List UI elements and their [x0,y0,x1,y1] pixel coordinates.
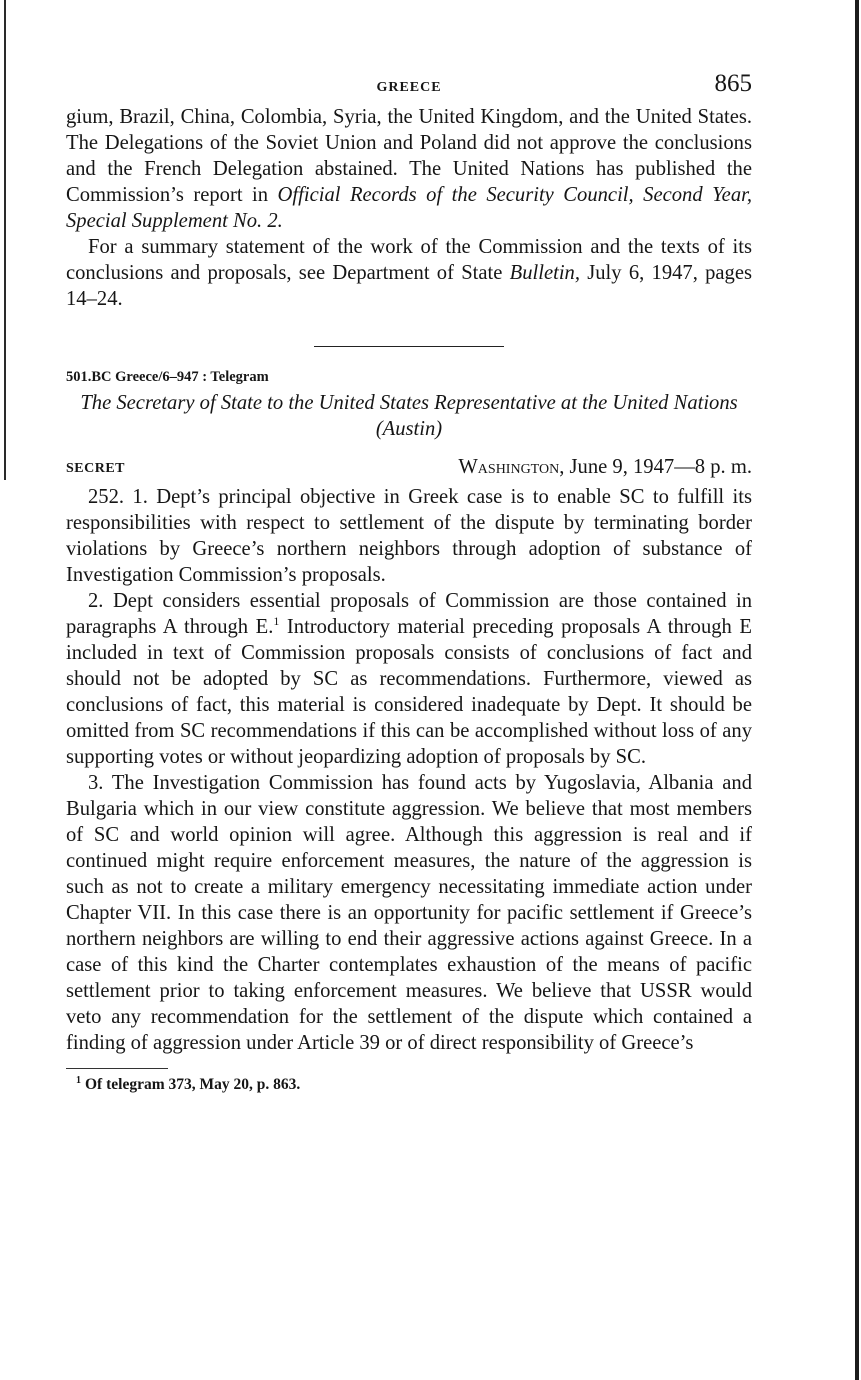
telegram-paragraph-3: 3. The Investigation Commission has found acts by Yugoslavia, Albania and Bulgaria which in our view constitute aggression. We believe that most members of SC and world opinion will agree. Although this aggression is real and if continued might require enforcement measures, the nature of the aggression is such as not to create a military emergency necessitating immediate action under Chapter VII. In this case there is an opportunity for pacific settlement if Greece’s northern neighbors are willing to end their aggressive actions against Greece. In a case of this kind the Charter contemplates exhaustion of the means of pacific settlement prior to taking enforcement measures. We believe that USSR would veto any recommendation for the settlement of the dispute which contained a finding of aggression under Article 39 or of direct responsibility of Greece’s [66,772,752,1054]
place-date [458,456,752,479]
footnote-text: Of telegram 373, May 20, p. 863. [85,1076,301,1094]
footnote-divider [66,1068,168,1069]
running-head [66,70,752,104]
telegram-paragraph-2 [66,588,752,770]
intro-paragraph-2-text: For a summary statement of the work of the Commission and the texts of its conclusions and proposals, see Department of State [66,236,752,284]
telegram-paragraph-2-body: Introductory material preceding proposals A through E included in text of Commission proposals consists of conclusions of fact and should not be adopted by SC as recommendations. Furthermore, viewed as conclusions of fact, this material is considered inadequate by Dept. It should be omitted from SC recommendations if this can be accomplished without loss of any supporting votes or without jeopardizing adoption of proposals by SC. [66,616,752,768]
footnote-reference: 1 [273,614,280,629]
footnote [66,1075,752,1094]
intro-paragraph-2-tail: July 6, 1947, pages 14–24. [66,262,752,310]
page [66,70,752,1094]
place: Washington [458,456,560,478]
intro-paragraph-1-text: gium, Brazil, China, Colombia, Syria, the United Kingdom, and the United States. The Delegations of the Soviet Union and Poland did not approve the conclusions and the French Delegation abstained. The United Nations has published the Commission’s report in [66,106,752,206]
file-reference: 501.BC Greece/6–947 : Telegram [66,369,269,385]
dateline [66,456,752,484]
date-time: , June 9, 1947—8 p. m. [559,456,752,478]
classification: SECRET [66,461,126,476]
page-number: 865 [714,70,752,97]
scan-left-edge [4,0,6,480]
scan-right-edge [855,0,859,1380]
intro-paragraph-2-bulletin: Bulletin, [509,262,580,284]
telegram-paragraph-2-lead: 2. Dept considers essential proposals of Commission are those contained in paragraphs A through E. [66,590,752,638]
document-title: The Secretary of State to the United States Representative at the United Nations (Austin) [80,392,738,440]
section-divider [314,346,504,347]
intro-paragraph-2 [66,234,752,312]
intro-paragraph-1-citation: Official Records of the Security Council, Second Year, Special Supplement No. 2. [66,184,752,232]
intro-paragraph-1 [66,104,752,234]
telegram-paragraph-1: 252. 1. Dept’s principal objective in Greek case is to enable SC to fulfill its responsibilities with respect to settlement of the dispute by terminating border violations by Greece’s northern neighbors through adoption of substance of Investigation Commission’s proposals. [66,486,752,586]
footnote-marker: 1 [76,1075,81,1086]
running-title: GREECE [376,80,442,95]
